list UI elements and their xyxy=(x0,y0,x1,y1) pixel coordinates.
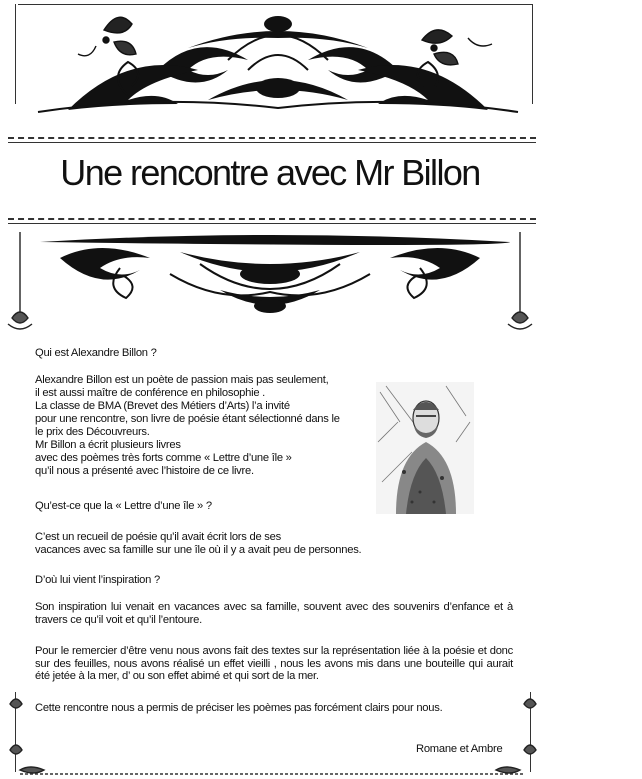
bio-line: Alexandre Billon est un poète de passion mais pas seulement, xyxy=(35,374,329,386)
top-ornament xyxy=(8,0,540,130)
middle-ornament xyxy=(0,228,540,338)
answer-letter-line: C’est un recueil de poésie qu’il avait écrit lors de ses xyxy=(35,531,281,543)
bio-line: le prix des Découvreurs. xyxy=(35,426,150,438)
title-bottom-separator xyxy=(8,218,536,224)
question-letter: Qu’est-ce que la « Lettre d’une île » ? xyxy=(35,500,212,512)
title-top-separator xyxy=(8,137,536,143)
bio-line: il est aussi maître de conférence en philosophie . xyxy=(35,387,266,399)
bio-line: avec des poèmes très forts comme « Lettre d’une île » xyxy=(35,452,292,464)
bottom-corner-ornaments xyxy=(0,690,545,779)
bio-line: qu’il nous a présenté avec l’histoire de ce livre. xyxy=(35,465,254,477)
conclusion: Cette rencontre nous a permis de préciser les poèmes pas forcément clairs pour nous. xyxy=(35,702,443,714)
question-inspiration: D’où lui vient l’inspiration ? xyxy=(35,574,160,586)
page-title: Une rencontre avec Mr Billon xyxy=(60,152,480,193)
question-who: Qui est Alexandre Billon ? xyxy=(35,347,157,359)
thanks-paragraph: Pour le remercier d’être venu nous avons fait des textes sur la représentation liée à la poésie et donc sur des feuilles, nous avons réalisé un effet vieilli , nous les avons mis dans une bouteille qui aurait été jetée à la mer, d’ ou son effet abimé et qui sort de la mer. xyxy=(35,645,513,683)
bio-line: Mr Billon a écrit plusieurs livres xyxy=(35,439,181,451)
answer-inspiration: Son inspiration lui venait en vacances avec sa famille, souvent avec des souvenirs d’enfance et à travers ce qu’il voit et qu’il l’entoure. xyxy=(35,601,513,626)
author-portrait-sketch xyxy=(376,382,474,514)
bio-line: La classe de BMA (Brevet des Métiers d’Arts) l’a invité xyxy=(35,400,290,412)
answer-letter-line: vacances avec sa famille sur une île où il y a avait peu de personnes. xyxy=(35,544,362,556)
signature: Romane et Ambre xyxy=(416,743,503,755)
bio-line: pour une rencontre, son livre de poésie étant sélectionné dans le xyxy=(35,413,340,425)
